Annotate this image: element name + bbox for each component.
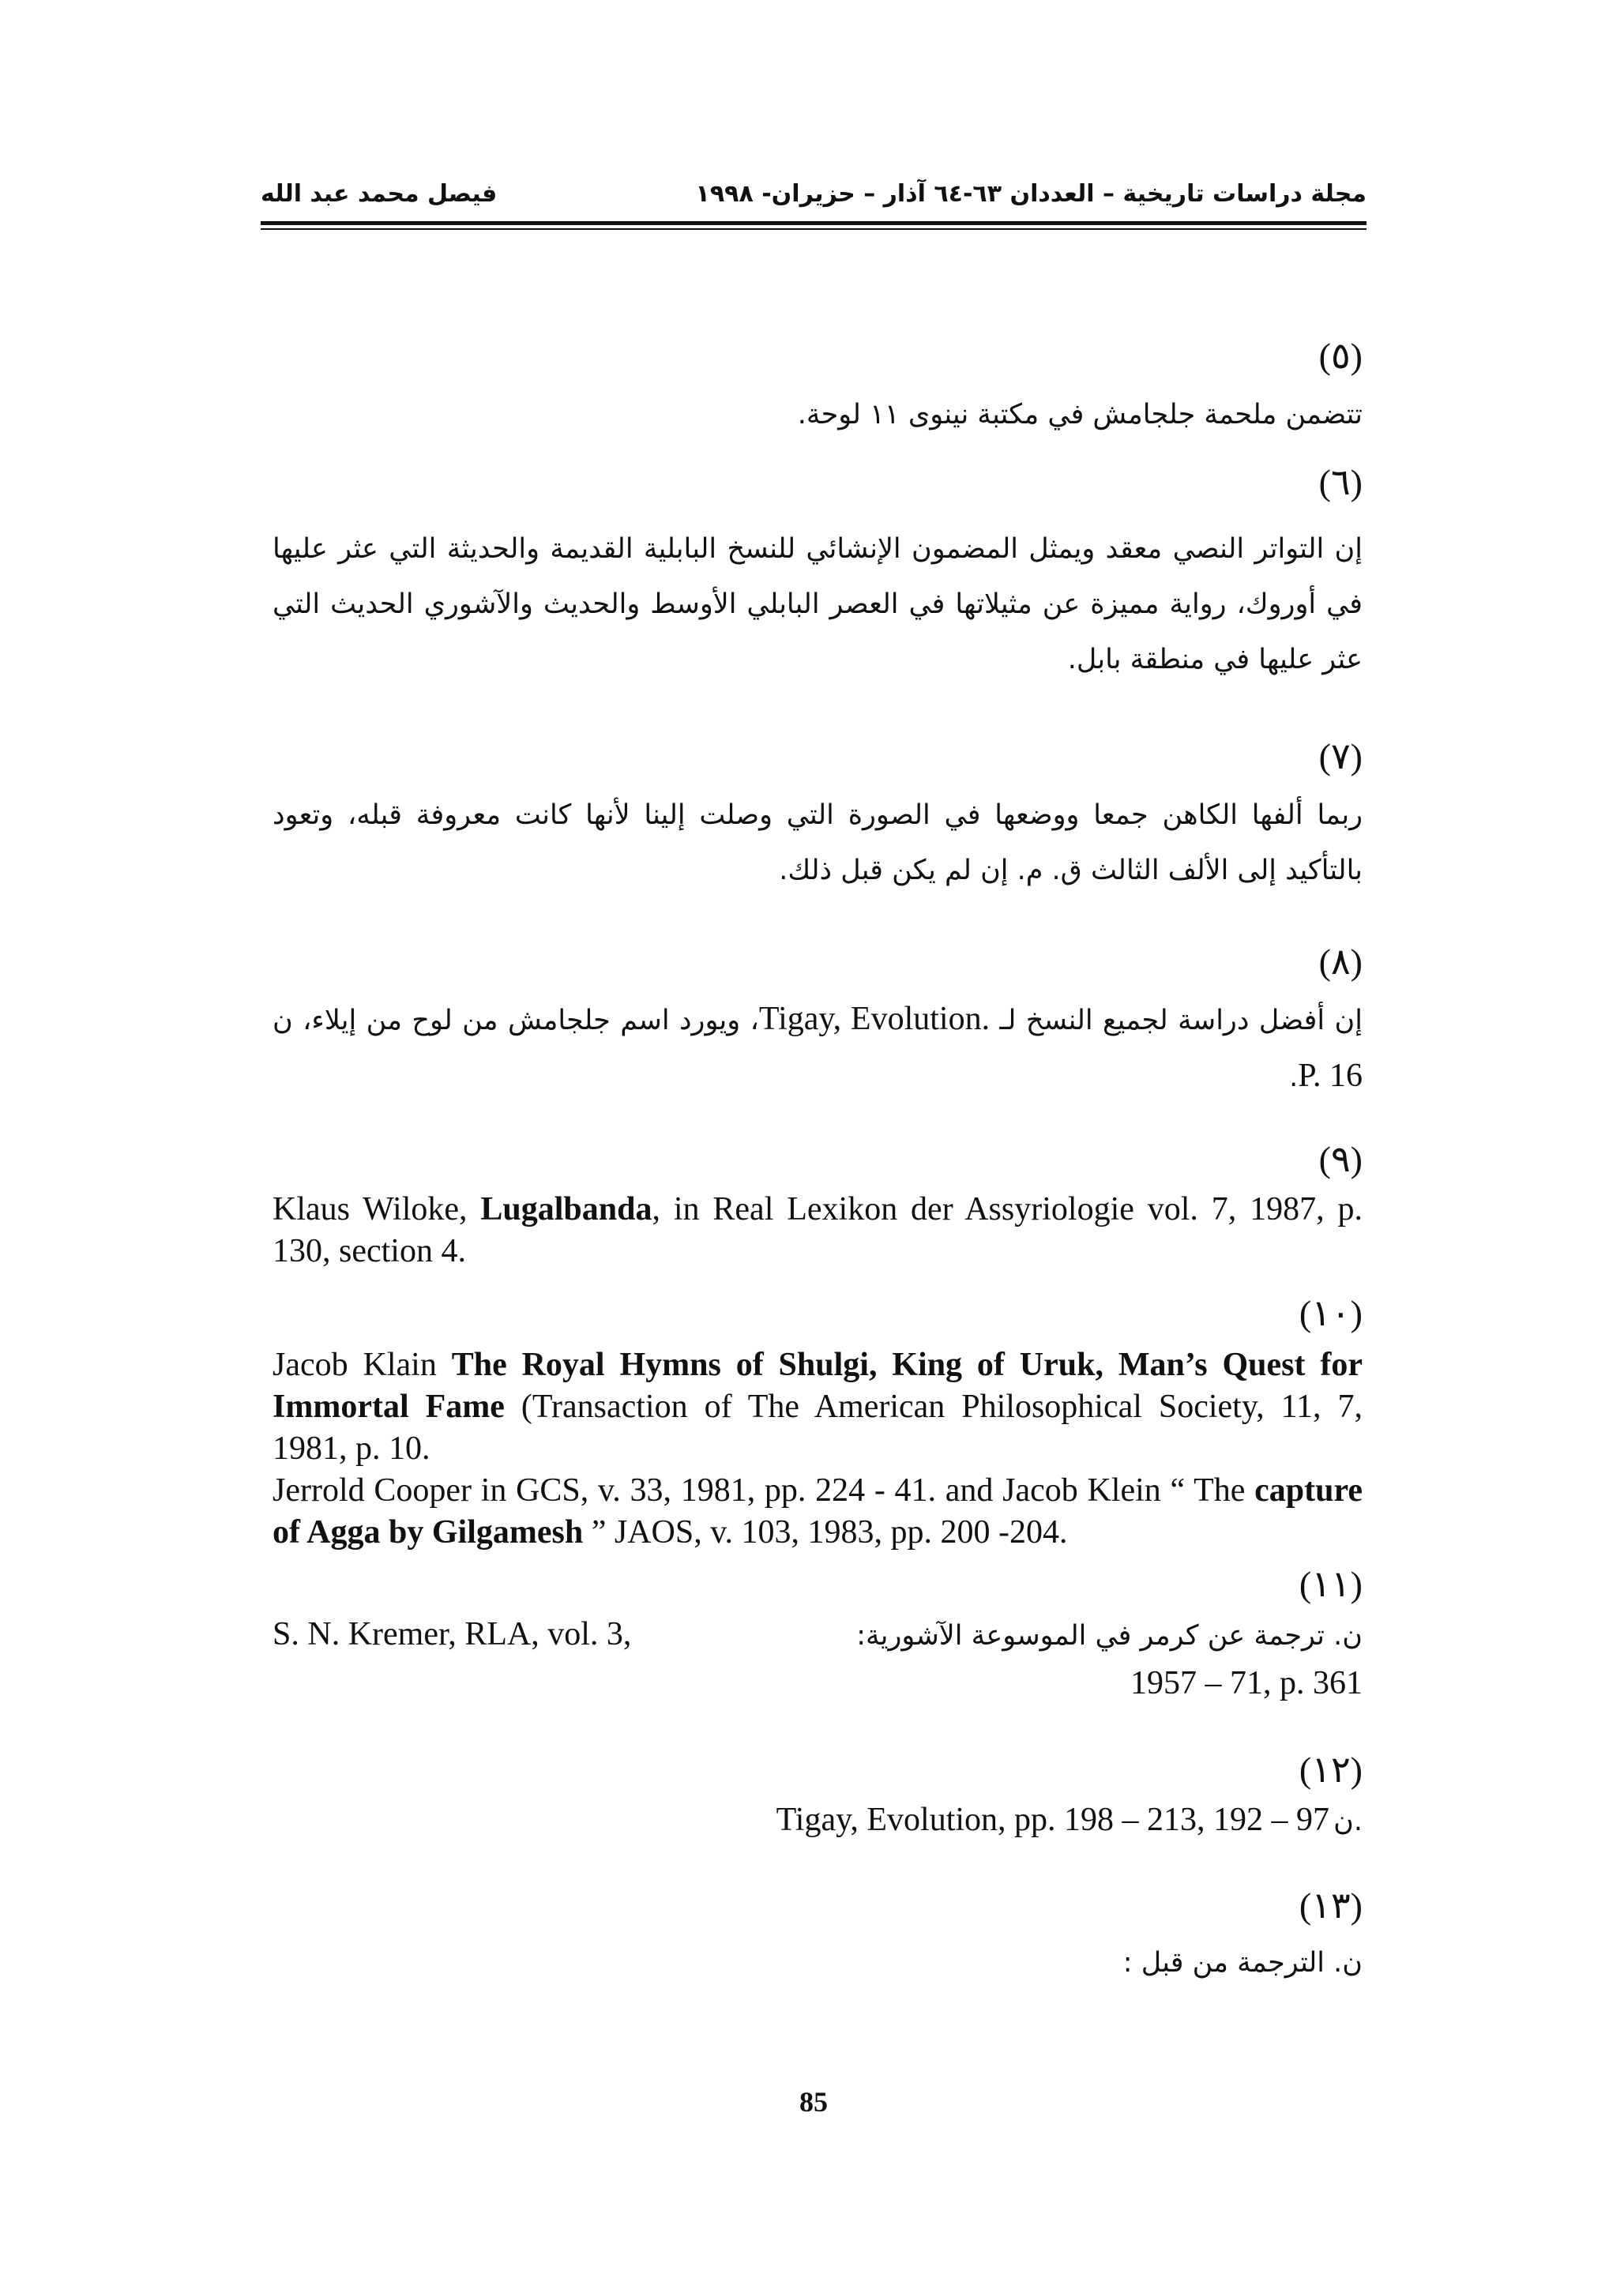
citation-details: , in Real Lexikon der Assyriologie vol. 7, 1987, p. 130, section 4. (273, 1191, 1363, 1269)
page-reference: P. 16 (1298, 1058, 1363, 1094)
citation-reference: S. N. Kremer, RLA, vol. 3, (273, 1616, 632, 1652)
footnote-text: تتضمن ملحمة جلجامش في مكتبة نينوى ١١ لوحة. (797, 399, 1363, 430)
footnote-text: ربما ألفها الكاهن جمعا ووضعها في الصورة التي وصلت إلينا لأنها كانت معروفة قبله، وتعود بالتأكيد إلى الألف الثالث ق. م. إن لم يكن قبل ذلك. (273, 799, 1363, 886)
footnote-text-ar: ن. (1333, 1806, 1363, 1837)
footnote-number: (٥) (1318, 336, 1363, 376)
footnote-number: (٨) (1318, 942, 1363, 982)
footnote-number: (١٠) (1299, 1293, 1363, 1333)
footnote-12 (273, 1752, 1363, 1839)
footnote-7 (273, 736, 1363, 898)
page-number: 85 (799, 2086, 828, 2118)
footnote-5 (273, 338, 1363, 442)
header-rule-thick (261, 221, 1366, 225)
citation-title: The Royal Hymns of Shulgi, King of Uruk, Man’s Quest for Immortal Fame (273, 1347, 1363, 1425)
citation-author: Jacob Klain (273, 1347, 452, 1383)
footnote-text: إن التواتر النصي معقد ويمثل المضمون الإنشائي للنسخ البابلية القديمة والحديثة التي عثر عليها في أوروك، رواية مميزة عن مثيلاتها في العصر البابلي الأوسط والحديث والآشوري الحديث التي عثر عليها في منطقة بابل. (273, 533, 1363, 675)
citation-author: Klaus Wiloke, (273, 1191, 481, 1227)
header-rule-thin (261, 228, 1366, 230)
running-header (261, 180, 1366, 220)
footnote-number: (٧) (1318, 736, 1363, 776)
footnote-number: (١١) (1299, 1564, 1363, 1604)
footnote-text (273, 1189, 1363, 1272)
footnote-text (273, 991, 1363, 1105)
footnote-line (273, 1801, 1363, 1839)
footnote-number: (٩) (1318, 1139, 1363, 1179)
footnote-13 (273, 1885, 1363, 1990)
footnote-text: ن. الترجمة من قبل : (1122, 1947, 1363, 1979)
footnote-8 (273, 944, 1363, 1105)
footnote-6 (273, 464, 1363, 687)
footnote-9 (273, 1141, 1363, 1272)
citation-reference: Tigay, Evolution, pp. 198 – 213, 192 – 97 (776, 1802, 1330, 1838)
footnote-text (273, 1344, 1363, 1554)
citation-details: ” JAOS, v. 103, 1983, pp. 200 -204. (583, 1514, 1068, 1551)
citation-details: (Transaction of The American Philosophical Society, 11, 7, 1981, p. 10. (273, 1389, 1363, 1467)
footnote-line (273, 1615, 1363, 1663)
citation-details: 1957 – 71, p. 361 (1130, 1665, 1363, 1701)
citation-reference: Tigay, Evolution. (758, 1001, 991, 1037)
footnote-text-ar: ، ويورد اسم جلجامش من لوح من إيلاء، ن (273, 1005, 759, 1036)
footnote-number: (١٢) (1299, 1750, 1363, 1790)
footnote-11 (273, 1566, 1363, 1705)
citation-title: Lugalbanda (480, 1191, 652, 1227)
citation-author: Jerrold Cooper in GCS, v. 33, 1981, pp. 224 - 41. and Jacob Klein “ The (273, 1472, 1255, 1509)
footnote-number: (٦) (1318, 462, 1363, 502)
footnote-text-ar: ن. ترجمة عن كرمر في الموسوعة الآشورية: (856, 1620, 1363, 1652)
footnote-text-ar: إن أفضل دراسة لجميع النسخ لـ (999, 1005, 1363, 1036)
footnote-10 (273, 1295, 1363, 1554)
footnote-text-ar: . (1289, 1062, 1299, 1093)
footnote-number: (١٣) (1299, 1885, 1363, 1926)
author-name: فيصل محمد عبد الله (261, 180, 498, 208)
journal-title: مجلة دراسات تاريخية – العددان ٦٣-٦٤ آذار – حزيران- ١٩٩٨ (695, 180, 1366, 208)
citation-title: capture of Agga by Gilgamesh (273, 1472, 1363, 1551)
